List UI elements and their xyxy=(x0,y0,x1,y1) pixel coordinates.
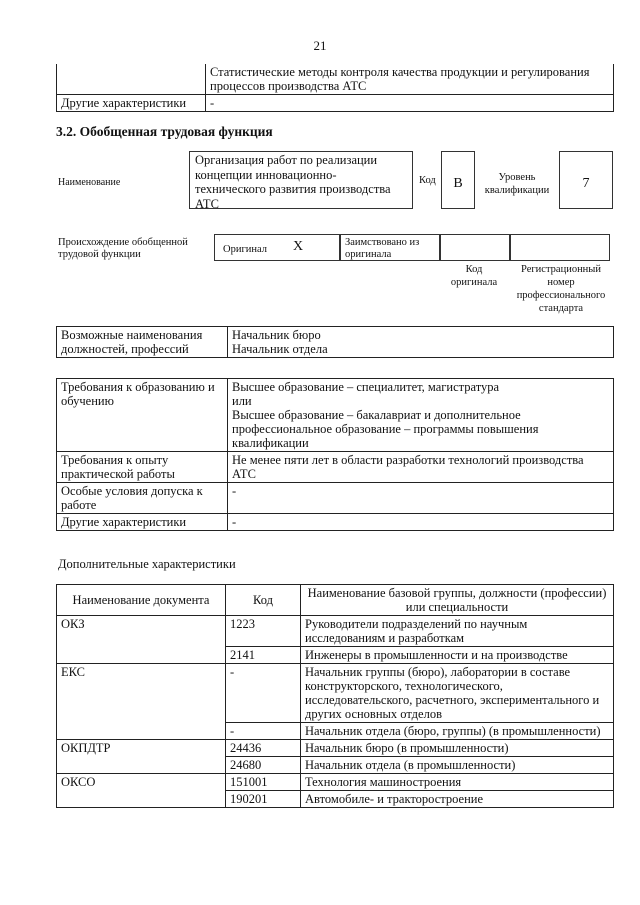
positions-label: Возможные наименования должностей, профессий xyxy=(57,327,228,358)
table-row xyxy=(57,379,614,452)
cell-code: 24680 xyxy=(226,757,301,774)
cell-name: Автомобиле- и тракторостроение xyxy=(301,791,614,808)
cell-code: - xyxy=(226,723,301,740)
original-label: Оригинал xyxy=(223,244,267,255)
additional-title: Дополнительные характеристики xyxy=(58,557,236,571)
cell-name: Начальник бюро (в промышленности) xyxy=(301,740,614,757)
table-row xyxy=(57,616,614,647)
requirements-table xyxy=(56,378,614,531)
name-value-box: Организация работ по реализации концепции инновационно-технического развития производства АТС xyxy=(189,151,413,209)
code-value-box: В xyxy=(441,151,475,209)
section-heading: 3.2. Обобщенная трудовая функция xyxy=(56,124,273,139)
requirement-value xyxy=(228,379,614,452)
page-number: 21 xyxy=(313,38,327,53)
cell-name: Начальник группы (бюро), лаборатории в составе конструкторского, технологического, исследовательского, расчетного, экспериментального и других основных отделов xyxy=(301,664,614,723)
additional-table xyxy=(56,584,614,808)
cell-document: ОКЗ xyxy=(57,616,226,664)
cell-code: - xyxy=(226,664,301,723)
requirement-line: Высшее образование – специалитет, магистратура xyxy=(232,380,500,394)
requirement-label: Требования к образованию и обучению xyxy=(57,379,228,452)
position-item: Начальник отдела xyxy=(232,342,328,356)
positions-table xyxy=(56,326,614,358)
cell-name: Начальник отдела (бюро, группы) (в промышленности) xyxy=(301,723,614,740)
top-table-label: Другие характеристики xyxy=(57,95,206,112)
origin-label: Происхождение обобщенной трудовой функции xyxy=(58,237,188,260)
table-row xyxy=(57,95,614,112)
header-code: Код xyxy=(226,585,301,616)
cell-code: 2141 xyxy=(226,647,301,664)
cell-document: ОКСО xyxy=(57,774,226,808)
cell-document: ОКПДТР xyxy=(57,740,226,774)
header-document: Наименование документа xyxy=(57,585,226,616)
cell-code: 190201 xyxy=(226,791,301,808)
cell-code: 24436 xyxy=(226,740,301,757)
code-original-caption: Код оригинала xyxy=(450,264,498,288)
reg-number-caption: Регистрационный номер профессионального стандарта xyxy=(516,264,606,314)
cell-name: Начальник отдела (в промышленности) xyxy=(301,757,614,774)
top-table-value: Статистические методы контроля качества продукции и регулирования процессов производства АТС xyxy=(206,64,614,95)
borrowed-cell: Заимствовано из оригинала xyxy=(340,234,440,261)
requirement-line: Высшее образование – бакалавриат и дополнительное профессиональное образование – программы повышения квалификации xyxy=(232,408,539,450)
cell-code: 1223 xyxy=(226,616,301,647)
top-table xyxy=(56,64,614,112)
code-original-cell xyxy=(440,234,510,261)
table-header-row xyxy=(57,585,614,616)
positions-values xyxy=(228,327,614,358)
table-row xyxy=(57,740,614,757)
original-mark: X xyxy=(293,239,304,254)
table-row xyxy=(57,64,614,95)
top-table-value: - xyxy=(206,95,614,112)
cell-code: 151001 xyxy=(226,774,301,791)
cell-name: Руководители подразделений по научным исследованиям и разработкам xyxy=(301,616,614,647)
requirement-value: - xyxy=(228,483,614,514)
requirement-line: или xyxy=(232,394,252,408)
requirement-label: Особые условия допуска к работе xyxy=(57,483,228,514)
requirement-label: Другие характеристики xyxy=(57,514,228,531)
cell-name: Технология машиностроения xyxy=(301,774,614,791)
header-name: Наименование базовой группы, должности (профессии) или специальности xyxy=(301,585,614,616)
cell-document: ЕКС xyxy=(57,664,226,740)
level-label: Уровень квалификации xyxy=(484,172,550,196)
cell-name: Инженеры в промышленности и на производстве xyxy=(301,647,614,664)
original-cell xyxy=(214,234,340,261)
requirement-label: Требования к опыту практической работы xyxy=(57,452,228,483)
code-label: Код xyxy=(419,175,436,186)
table-row xyxy=(57,452,614,483)
top-table-label xyxy=(57,64,206,95)
table-row xyxy=(57,327,614,358)
level-value-box: 7 xyxy=(559,151,613,209)
table-row xyxy=(57,664,614,723)
table-row xyxy=(57,774,614,791)
requirement-value: Не менее пяти лет в области разработки технологий производства АТС xyxy=(228,452,614,483)
position-item: Начальник бюро xyxy=(232,328,321,342)
reg-number-cell xyxy=(510,234,610,261)
requirement-value: - xyxy=(228,514,614,531)
table-row xyxy=(57,483,614,514)
name-label: Наименование xyxy=(58,177,121,188)
table-row xyxy=(57,514,614,531)
